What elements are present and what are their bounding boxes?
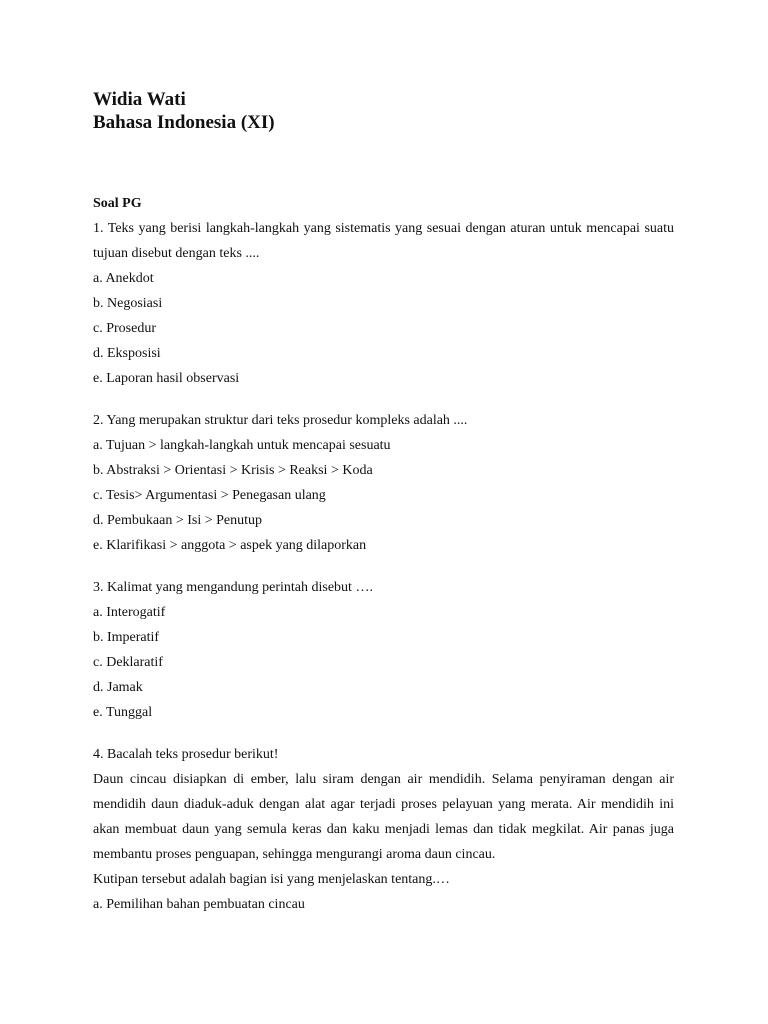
question-3: [93, 575, 674, 725]
option-d: d. Pembukaan > Isi > Penutup: [93, 513, 262, 528]
option-a: a. Tujuan > langkah-langkah untuk mencapai sesuatu: [93, 438, 391, 453]
section-title: Soal PG: [93, 196, 142, 211]
option-c: c. Prosedur: [93, 321, 156, 336]
author-name: Widia Wati: [93, 89, 186, 110]
option-b: b. Abstraksi > Orientasi > Krisis > Reaksi > Koda: [93, 463, 373, 478]
question-2: [93, 408, 674, 558]
question-stem: 1. Teks yang berisi langkah-langkah yang sistematis yang sesuai dengan aturan untuk mencapai suatu tujuan disebut dengan teks ....: [93, 221, 674, 261]
option-c: c. Tesis> Argumentasi > Penegasan ulang: [93, 488, 326, 503]
option-e: e. Laporan hasil observasi: [93, 371, 240, 386]
document-page: [93, 88, 674, 917]
question-prompt: Kutipan tersebut adalah bagian isi yang menjelaskan tentang.…: [93, 872, 450, 887]
option-a: a. Pemilihan bahan pembuatan cincau: [93, 897, 305, 912]
option-b: b. Imperatif: [93, 630, 160, 645]
question-stem: 2. Yang merupakan struktur dari teks prosedur kompleks adalah ....: [93, 413, 468, 428]
option-d: d. Eksposisi: [93, 346, 161, 361]
question-1: [93, 216, 674, 391]
option-b: b. Negosiasi: [93, 296, 163, 311]
option-e: e. Klarifikasi > anggota > aspek yang dilaporkan: [93, 538, 367, 553]
question-stem: 3. Kalimat yang mengandung perintah disebut ….: [93, 580, 373, 595]
reading-passage: Daun cincau disiapkan di ember, lalu siram dengan air mendidih. Selama penyiraman dengan air mendidih daun diaduk-aduk dengan alat agar terjadi proses pelayuan yang merata. Air mendidih ini akan membuat daun yang semula keras dan kaku menjadi lemas dan tidak megkilat. Air panas juga membantu proses penguapan, sehingga mengurangi aroma daun cincau.: [93, 772, 674, 862]
option-e: e. Tunggal: [93, 705, 153, 720]
option-a: a. Interogatif: [93, 605, 166, 620]
option-c: c. Deklaratif: [93, 655, 163, 670]
option-d: d. Jamak: [93, 680, 143, 695]
question-stem: 4. Bacalah teks prosedur berikut!: [93, 747, 279, 762]
question-4: [93, 742, 674, 917]
option-a: a. Anekdot: [93, 271, 154, 286]
subject-title: Bahasa Indonesia (XI): [93, 112, 275, 133]
